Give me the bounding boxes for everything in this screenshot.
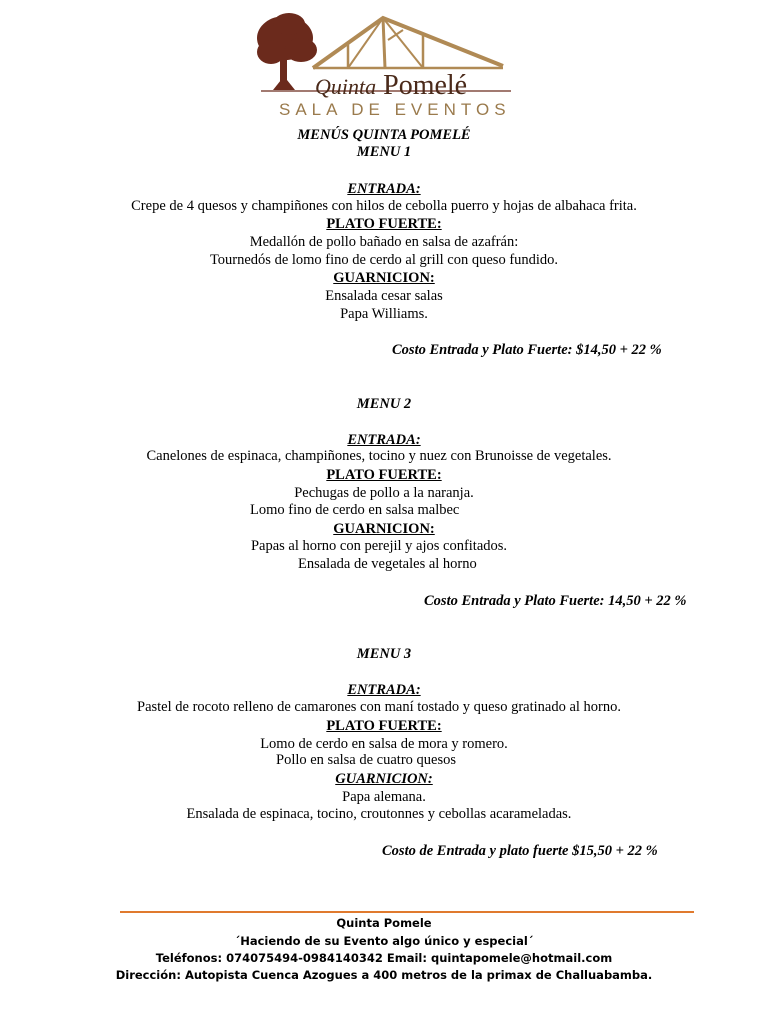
menu-1-plato-label: PLATO FUERTE:	[326, 216, 442, 232]
menu-2-plato-1: Lomo fino de cerdo en salsa malbec	[250, 502, 460, 518]
menu-2-entrada-label: ENTRADA:	[347, 432, 421, 448]
menu-1-heading: MENU 1	[356, 144, 412, 160]
footer-slogan: ´Haciendo de su Evento algo único y especial´	[234, 934, 534, 948]
menu-2-entrada-0: Canelones de espinaca, champiñones, tocino y nuez con Brunoisse de vegetales.	[146, 448, 612, 464]
tree-icon	[257, 13, 317, 90]
logo-name	[315, 70, 467, 102]
logo-name-part1: Quinta	[315, 74, 377, 99]
menu-3-guarnicion-1: Ensalada de espinaca, tocino, croutonnes y cebollas acarameladas.	[186, 806, 572, 822]
menu-3-plato-1: Pollo en salsa de cuatro quesos	[276, 752, 457, 768]
footer-address: Dirección: Autopista Cuenca Azogues a 400 metros de la primax de Challuabamba.	[115, 968, 653, 982]
menu-1-entrada-0: Crepe de 4 quesos y champiñones con hilos de cebolla puerro y hojas de albahaca frita.	[131, 198, 637, 214]
menu-1-entrada-label: ENTRADA:	[347, 181, 421, 197]
footer-contact: Teléfonos: 074075494-0984140342 Email: quintapomele@hotmail.com	[155, 951, 613, 965]
menu-1-guarnicion-label: GUARNICION:	[333, 270, 435, 286]
menu-3-plato-0: Lomo de cerdo en salsa de mora y romero.	[260, 736, 508, 752]
menu-3-entrada-label: ENTRADA:	[347, 682, 421, 698]
menu-1-guarnicion-0: Ensalada cesar salas	[325, 288, 443, 304]
menu-2-guarnicion-0: Papas al horno con perejil y ajos confitados.	[250, 538, 508, 554]
menu-3-cost: Costo de Entrada y plato fuerte $15,50 + 22 %	[382, 843, 658, 859]
menu-3-entrada-0: Pastel de rocoto relleno de camarones con maní tostado y queso gratinado al horno.	[137, 699, 621, 715]
footer-name: Quinta Pomele	[336, 916, 432, 930]
menu-3-guarnicion-0: Papa alemana.	[342, 789, 426, 805]
menu-2-cost: Costo Entrada y Plato Fuerte: 14,50 + 22 %	[424, 593, 687, 609]
menu-2-guarnicion-label: GUARNICION:	[333, 521, 435, 537]
footer-divider	[120, 911, 694, 913]
menu-2-guarnicion-1: Ensalada de vegetales al horno	[298, 556, 477, 572]
menu-1-plato-0: Medallón de pollo bañado en salsa de azafrán:	[249, 234, 519, 250]
logo-subtitle: SALA DE EVENTOS	[279, 100, 511, 119]
menu-2-plato-0: Pechugas de pollo a la naranja.	[294, 485, 474, 501]
menu-2-plato-label: PLATO FUERTE:	[326, 467, 442, 483]
menu-1-plato-1: Tournedós de lomo fino de cerdo al grill con queso fundido.	[209, 252, 559, 268]
menu-1-guarnicion-1: Papa Williams.	[340, 306, 428, 322]
logo	[253, 10, 515, 122]
menu-2-heading: MENU 2	[356, 396, 412, 412]
logo-name-part2: Pomelé	[383, 70, 468, 101]
menu-3-guarnicion-label: GUARNICION:	[335, 771, 433, 787]
menu-3-heading: MENU 3	[356, 646, 412, 662]
page-title: MENÚS QUINTA POMELÉ	[297, 127, 471, 143]
menu-1-cost: Costo Entrada y Plato Fuerte: $14,50 + 22 %	[392, 342, 662, 358]
menu-3-plato-label: PLATO FUERTE:	[326, 718, 442, 734]
